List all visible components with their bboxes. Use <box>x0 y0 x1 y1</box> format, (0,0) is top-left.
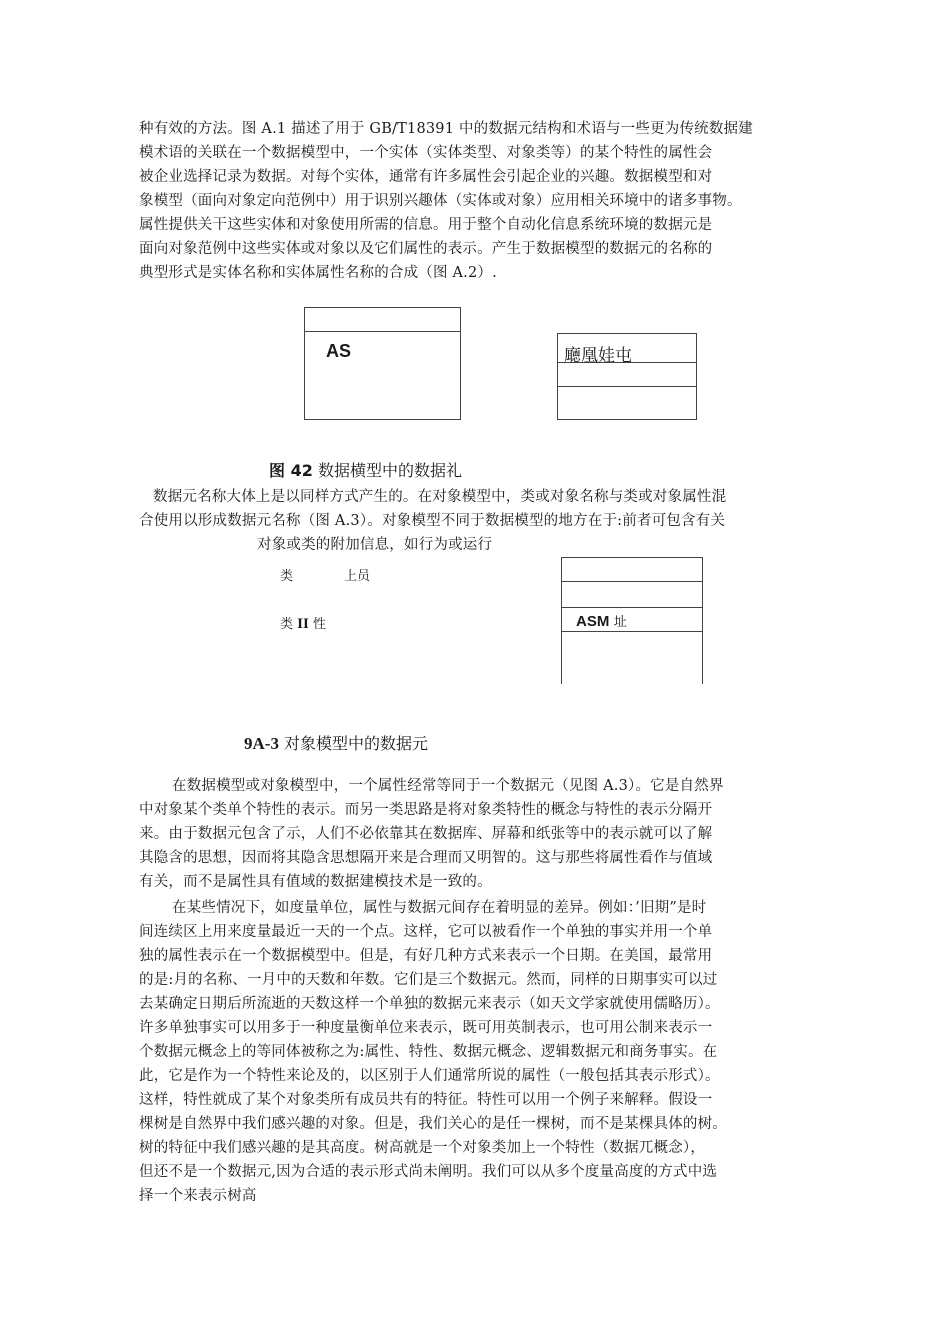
class-label: 类 <box>280 569 294 584</box>
caption-text: 数据横型中的数据礼 <box>317 461 462 480</box>
text-line: 面向对象范例中这些实体或对象以及它们属性的表示。产生于数据模型的数据元的名称的 <box>139 241 713 257</box>
class-attribute-label <box>280 613 326 633</box>
text-line: 有关，而不是属性具有值域的数据建模技术是一致的。 <box>139 874 492 890</box>
text-line: 的是:月的名称、一月中的天数和年数。它们是三个数据元。然而，同样的日期事实可以过 <box>139 972 718 988</box>
object-box-divider <box>561 631 703 632</box>
text-line: 择一个来表示树高 <box>139 1188 257 1204</box>
text-line: 在某些情况下，如度量单位，属性与数据元间存在着明显的差异。例如：’旧期”是时 <box>172 900 707 916</box>
text-line: 树的特征中我们感兴趣的是其高度。树高就是一个对象类加上一个特性（数据兀概念）， <box>139 1140 706 1156</box>
text-line: 棵树是自然界中我们感兴趣的对象。但是，我们关心的是任一棵树，而不是某棵具体的树。 <box>139 1116 727 1132</box>
object-box-right <box>702 557 703 684</box>
text-line: 其隐含的思想，因而将其隐含思想隔开来是合理而又明智的。这与那些将属性看作与值域 <box>139 850 713 866</box>
class-attribute-part: II <box>297 616 309 632</box>
caption-number: 图 42 <box>269 461 313 480</box>
caption-number: 9A-3 <box>244 734 279 753</box>
text-line: 合使用以形成数据元名称（图 A.3）。对象模型不同于数据模型的地方在于:前者可包含有关 <box>139 513 726 529</box>
text-line: 种有效的方法。图 A.1 描述了用于 GB/T18391 中的数据元结构和术语与一些更为传统数据建 <box>139 121 753 137</box>
text-line: 个数据元概念上的等同体被称之为:属性、特性、数据元概念、逻辑数据元和商务事实。在 <box>139 1044 718 1060</box>
text-line: 独的属性表示在一个数据模型中。但是，有好几种方式来表示一个日期。在美国，最常用 <box>139 948 713 964</box>
text-line: 数据元名称大体上是以同样方式产生的。在对象模型中，类或对象名称与类或对象属性混 <box>153 489 727 505</box>
object-box-label-rest: 址 <box>613 615 627 630</box>
class-attribute-part: 类 <box>280 617 294 632</box>
text-line: 对象或类的附加信息，如行为或运行 <box>257 537 493 553</box>
object-box-divider <box>561 581 703 582</box>
text-line: 典型形式是实体名称和实体属性名称的合成（图 A.2）. <box>139 265 497 281</box>
text-line: 这样，特性就成了某个对象类所有成员共有的特征。特性可以用一个例子来解释。假设一 <box>139 1092 713 1108</box>
figure-caption <box>244 731 428 754</box>
object-box-label <box>576 611 627 630</box>
text-line: 属性提供关干这些实体和对象使用所需的信息。用于整个自动化信息系统环境的数据元是 <box>139 217 713 233</box>
text-line: 去某确定日期后所流逝的天数这样一个单独的数据元来表示（如天文学家就使用儒略历）。 <box>139 996 720 1012</box>
caption-text: 对象模型中的数据元 <box>284 734 429 753</box>
text-line: 但还不是一个数据元,因为合适的表示形式尚未阐明。我们可以从多个度量高度的方式中选 <box>139 1164 718 1180</box>
text-line: 间连续区上用来度量最近一天的一个点。这样，它可以被看作一个单独的事实并用一个单 <box>139 924 713 940</box>
text-line: 此，它是作为一个特性来论及的，以区别于人们通常所说的属性（一般包括其表示形式）。 <box>139 1068 720 1084</box>
text-line: 在数据模型或对象模型中，一个属性经常等同于一个数据元（见图 A.3）。它是自然界 <box>172 778 724 794</box>
object-box-divider <box>561 607 703 608</box>
object-box-top <box>561 557 703 558</box>
attribute-box-label: 廰凰娃屯 <box>564 346 632 366</box>
class-attribute-part: 性 <box>312 617 326 632</box>
entity-box-label: AS <box>326 341 352 361</box>
text-line: 象模型（面向对象定向范例中）用于识别兴趣体（实体或对象）应用相关环境中的诸多事物。 <box>139 193 742 209</box>
text-line: 中对象某个类单个特性的表示。而另一类思路是将对象类特性的概念与特性的表示分隔开 <box>139 802 713 818</box>
object-box-label-bold: ASM <box>576 613 610 630</box>
text-line: 许多单独事实可以用多于一种度量衡单位来表示，既可用英制表示，也可用公制来表示一 <box>139 1020 713 1036</box>
text-line: 模术语的关联在一个数据模型中，一个实体（实体类型、对象类等）的某个特性的属性会 <box>139 145 713 161</box>
text-line: 来。由于数据元包含了示，人们不必依靠其在数据库、屏幕和纸张等中的表示就可以了解 <box>139 826 713 842</box>
text-line: 被企业选择记录为数据。对每个实体，通常有许多属性会引起企业的兴趣。数据模型和对 <box>139 169 713 185</box>
figure-caption <box>269 458 462 481</box>
object-box-left <box>561 557 562 684</box>
entity-box <box>304 307 461 420</box>
member-label: 上员 <box>344 569 371 584</box>
attribute-box-divider <box>557 386 697 387</box>
entity-box-divider <box>304 331 461 332</box>
